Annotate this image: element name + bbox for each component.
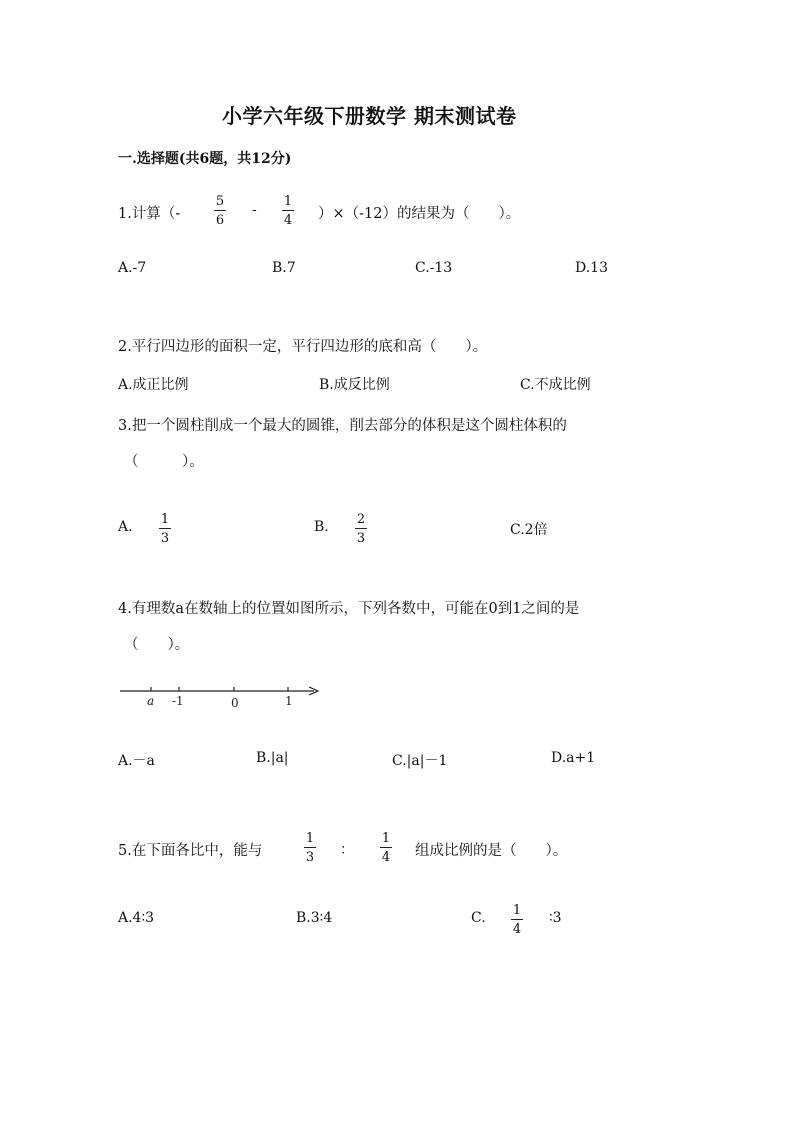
q2-option-b: B.成反比例 [319, 377, 390, 393]
q3-option-c: C.2倍 [510, 522, 548, 538]
q1-option-b: B.7 [272, 260, 296, 276]
tick-label-a: a [147, 694, 155, 708]
fraction-bar [282, 210, 294, 211]
q1-fraction-2-denominator: 4 [283, 213, 293, 228]
q1-fraction-2 [282, 194, 294, 228]
q1-option-d: D.13 [575, 260, 608, 276]
q3-line-2: （ ）。 [124, 454, 204, 470]
q2-option-c: C.不成比例 [520, 377, 591, 393]
q4-line-2: （ ）。 [124, 637, 190, 653]
q4-option-b: B.|a| [256, 750, 289, 766]
fraction-bar [511, 919, 523, 920]
q2-text: 2.平行四边形的面积一定，平行四边形的底和高（ ）。 [118, 339, 488, 355]
q5-option-c-numerator: 1 [512, 903, 522, 918]
q5-prefix: 5.在下面各比中，能与 [118, 843, 263, 859]
q3-option-b-numerator: 2 [356, 512, 366, 527]
q4-option-c: C.|a|－1 [392, 753, 448, 769]
q3-option-b-denominator: 3 [356, 531, 366, 546]
q5-option-c-suffix: ∶3 [549, 910, 562, 926]
q1-option-c: C.-13 [415, 260, 453, 276]
q5-suffix: 组成比例的是（ ）。 [415, 843, 568, 859]
q5-fraction-1 [304, 831, 316, 865]
q2-option-a: A.成正比例 [118, 377, 189, 393]
q5-option-c-label: C. [471, 910, 486, 926]
q5-option-c-denominator: 4 [512, 922, 522, 937]
q5-fraction-1-denominator: 3 [305, 850, 315, 865]
q5-fraction-1-numerator: 1 [305, 831, 315, 846]
q3-option-a-label: A. [118, 519, 133, 535]
q5-fraction-2 [380, 831, 392, 865]
q1-minus: - [252, 202, 257, 218]
q1-fraction-1-denominator: 6 [215, 213, 225, 228]
q1-fraction-1 [214, 194, 226, 228]
q5-option-c-fraction [511, 903, 523, 937]
q3-option-a-denominator: 3 [160, 531, 170, 546]
q5-fraction-2-denominator: 4 [381, 850, 391, 865]
q5-fraction-2-numerator: 1 [381, 831, 391, 846]
q1-fraction-2-numerator: 1 [283, 194, 293, 209]
q3-line-1: 3.把一个圆柱削成一个最大的圆锥，削去部分的体积是这个圆柱体积的 [118, 418, 567, 434]
q4-option-d: D.a+1 [551, 750, 596, 766]
fraction-bar [304, 847, 316, 848]
q5-option-a: A.4∶3 [118, 910, 155, 926]
q3-option-b-fraction [355, 512, 367, 546]
q1-suffix: ）×（-12）的结果为（ ）。 [318, 206, 521, 222]
fraction-bar [214, 210, 226, 211]
fraction-bar [355, 528, 367, 529]
tick-label-minus-1: -1 [172, 694, 184, 708]
q3-option-a-fraction [159, 512, 171, 546]
q1-option-a: A.-7 [118, 260, 147, 276]
fraction-bar [159, 528, 171, 529]
q5-option-b: B.3∶4 [296, 910, 333, 926]
number-line-figure [118, 680, 328, 714]
tick-label-1: 1 [285, 694, 293, 708]
q3-option-b-label: B. [314, 519, 329, 535]
q1-prefix: 1.计算（- [118, 206, 181, 222]
q5-colon: ： [340, 842, 354, 858]
q4-option-a: A.－a [118, 753, 155, 769]
section-heading: 一.选择题(共6题，共12分) [118, 151, 292, 167]
tick-label-0: 0 [231, 696, 239, 710]
q3-option-a-numerator: 1 [160, 512, 170, 527]
q1-fraction-1-numerator: 5 [215, 194, 225, 209]
q4-line-1: 4.有理数a在数轴上的位置如图所示，下列各数中，可能在0到1之间的是 [118, 601, 580, 617]
fraction-bar [380, 847, 392, 848]
page-title: 小学六年级下册数学 期末测试卷 [222, 104, 517, 128]
